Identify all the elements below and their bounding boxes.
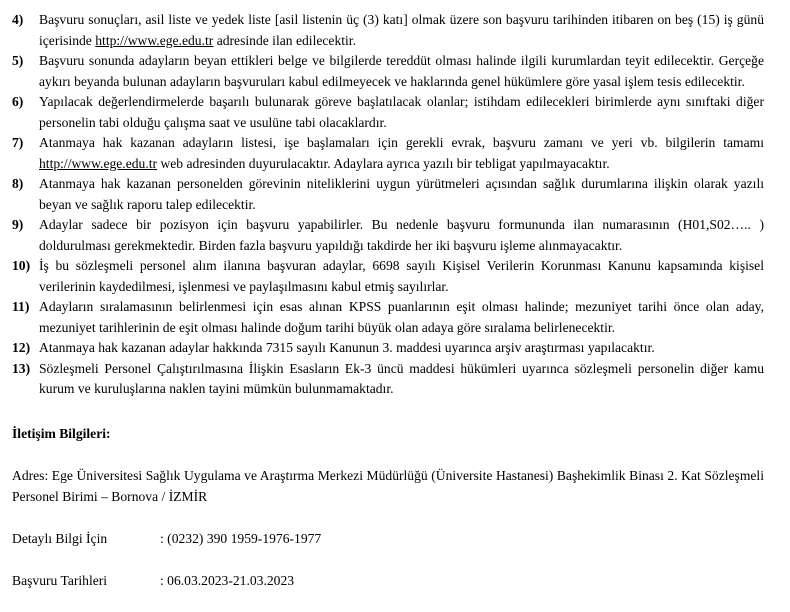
item-number: 13) [12,360,31,376]
item-text-part: Başvuru sonuçları, asil liste ve yedek liste [asil listenin üç (3) katı] olmak üzere son başvuru tarihinden itibaren on beş (15) iş günü içerisinde [39,12,764,48]
item-text: Atanmaya hak kazanan adaylar hakkında 7315 sayılı Kanunun 3. maddesi uyarınca arşiv araştırması yapılacaktır. [39,340,655,355]
item-text-part: Atanmaya hak kazanan adayların listesi, işe başlamaları için gerekli evrak, başvuru zamanı ve yeri vb. bilgilerin tamamı [39,135,764,150]
item-text: Adaylar sadece bir pozisyon için başvuru yapabilirler. Bu nedenle başvuru formununda ilan numarasının (H01,S02….. ) doldurulması gerekmektedir. Birden fazla başvuru yapıldığı takdirde her iki başvuru işleme alınmayacaktır. [39,217,764,253]
website-link[interactable]: http://www.ege.edu.tr [39,155,158,171]
item-number: 7) [12,135,24,150]
dates-value: : 06.03.2023-21.03.2023 [160,573,295,588]
item-number: 9) [12,217,24,232]
item-text [39,10,764,51]
contact-heading: İletişim Bilgileri: [12,426,111,441]
list-item [12,256,764,297]
info-phone: : (0232) 390 1959-1976-1977 [160,531,322,546]
item-number: 4) [12,12,24,27]
item-number: 11) [12,299,30,314]
item-text: Adayların sıralamasının belirlenmesi için esas alınan KPSS puanlarının eşit olması halinde; mezuniyet tarihi önce olan aday, mezuniyet tarihlerinin de eşit olması halinde doğum tarihi büyük olan adaya göre sıralama belirlenecektir. [39,299,764,335]
dates-label: Başvuru Tarihleri [12,573,108,588]
list-item [12,338,764,359]
list-item [12,215,764,256]
list-item [12,297,764,338]
list-item [12,51,764,92]
item-text: İş bu sözleşmeli personel alım ilanına başvuran adaylar, 6698 sayılı Kişisel Verilerin Korunması Kanunu kapsamında kişisel verilerinin kaydedilmesi, işlenmesi ve paylaşılmasını kabul etmiş sayılırlar. [39,258,764,294]
item-number: 6) [12,94,24,109]
list-item [12,10,764,51]
item-text: Başvuru sonunda adayların beyan ettikleri belge ve bilgilerde tereddüt olması halinde ilgili kurumlardan teyit edilecektir. Gerçeğe aykırı beyanda bulunan adayların başvuruları kabul edilmeyecek ve haklarında genel hükümlere göre yasal işlem tesis edilecektir. [39,53,764,89]
item-number: 10) [12,258,31,273]
info-label: Detaylı Bilgi İçin [12,531,108,546]
item-text [39,133,764,174]
list-item [12,133,764,174]
item-text: Yapılacak değerlendirmelerde başarılı bulunarak göreve başlatılacak olanlar; istihdam edilecekleri birimlerde aynı sınıftaki diğer personelin tabi olduğu çalışma saat ve usulüne tabi olacaklardır. [39,94,764,130]
contact-address: Adres: Ege Üniversitesi Sağlık Uygulama ve Araştırma Merkezi Müdürlüğü (Üniversite Hastanesi) Başhekimlik Binası 2. Kat Sözleşmeli Personel Birimi – Bornova / İZMİR [12,468,764,504]
item-text: Atanmaya hak kazanan personelden görevinin niteliklerini uygun yürütmeleri açısından sağlık durumlarına ilişkin olarak yazılı beyan ve sağlık raporu talep edilecektir. [39,176,764,212]
terms-list [12,10,764,400]
list-item [12,174,764,215]
item-number: 5) [12,53,24,68]
item-text: Sözleşmeli Personel Çalıştırılmasına İlişkin Esasların Ek-3 üncü maddesi hükümleri uyarınca sözleşmeli personelin diğer kamu kurum ve kuruluşlarına naklen tayini mümkün bulunmamaktadır. [39,360,764,396]
website-link[interactable]: http://www.ege.edu.tr [95,32,214,48]
item-text-part: adresinde ilan edilecektir. [213,32,356,48]
list-item [12,359,764,400]
item-text-part: web adresinden duyurulacaktır. Adaylara ayrıca yazılı bir tebligat yapılmayacaktır. [157,155,610,171]
item-number: 8) [12,176,24,191]
item-number: 12) [12,340,31,355]
list-item [12,92,764,133]
